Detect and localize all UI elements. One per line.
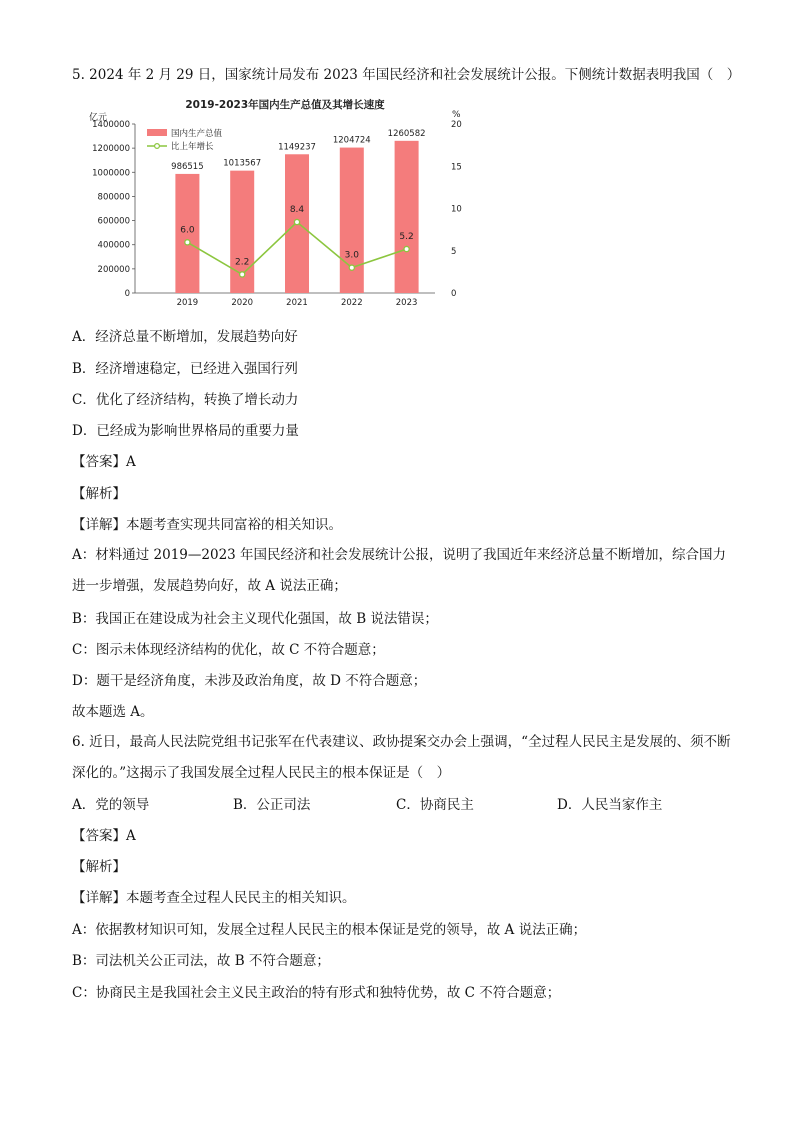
left-tick-label: 200000 [97, 264, 130, 275]
q6-answer: 【答案】A [72, 828, 136, 844]
q5-answer: 【答案】A [72, 454, 136, 470]
chart-title: 2019-2023年国内生产总值及其增长速度 [185, 99, 385, 111]
q6-option-d: D．人民当家作主 [557, 797, 663, 813]
q5-option-c: C．优化了经济结构，转换了增长动力 [72, 392, 299, 408]
gdp-bar-label: 1260582 [387, 128, 426, 139]
gdp-bar-label: 1204724 [332, 135, 371, 146]
q6-option-c: C．协商民主 [396, 797, 474, 813]
growth-point [185, 240, 190, 245]
q6-stem: 6. 近日，最高人民法院党组书记张军在代表建议、政协提案交办会上强调，“全过程人民民主是发展的、须不断深化的。”这揭示了我国发展全过程人民民主的根本保证是（ ） [72, 734, 731, 781]
q6-explain-b: B：司法机关公正司法，故 B 不符合题意； [72, 953, 330, 969]
q5-conclusion: 故本题选 A。 [72, 704, 154, 720]
gdp-chart-svg [85, 94, 470, 314]
growth-label: 5.2 [399, 232, 414, 243]
right-tick-label: 10 [451, 204, 462, 215]
left-tick-label: 1000000 [92, 168, 130, 179]
q6-option-a: A．党的领导 [72, 797, 150, 813]
left-tick-label: 1400000 [92, 120, 130, 130]
q5-analysis-heading: 【解析】 [72, 486, 126, 502]
x-tick-label: 2021 [286, 298, 308, 308]
q5-option-d: D．已经成为影响世界格局的重要力量 [72, 423, 299, 439]
legend-line-label: 比上年增长 [171, 142, 214, 152]
x-tick-label: 2019 [176, 298, 199, 308]
growth-label: 3.0 [344, 250, 359, 261]
q5-stem: 5. 2024 年 2 月 29 日，国家统计局发布 2023 年国民经济和社会发展统计公报。下侧统计数据表明我国（ ） [72, 67, 741, 83]
growth-point [240, 272, 245, 277]
left-axis-unit: 亿元 [89, 113, 108, 123]
growth-point [349, 265, 354, 270]
growth-point [294, 219, 299, 224]
right-tick-label: 0 [451, 289, 457, 299]
legend-bar-swatch [147, 129, 167, 136]
q6-explain-a: A：依据教材知识可知，发展全过程人民民主的根本保证是党的领导，故 A 说法正确； [72, 922, 587, 938]
growth-label: 2.2 [235, 257, 250, 268]
growth-label: 6.0 [180, 225, 195, 236]
q5-explain-a: A：材料通过 2019—2023 年国民经济和社会发展统计公报，说明了我国近年来经济总量不断增加，综合国力进一步增强，发展趋势向好，故 A 说法正确； [72, 547, 727, 594]
gdp-chart [85, 94, 470, 314]
gdp-bar [340, 148, 364, 293]
growth-label: 8.4 [289, 205, 305, 216]
legend-line-marker [155, 144, 160, 149]
right-tick-label: 5 [451, 246, 457, 257]
gdp-bar-label: 1013567 [223, 158, 262, 169]
right-tick-label: 20 [451, 120, 462, 130]
legend-bar-label: 国内生产总值 [171, 129, 223, 139]
q5-explain-d: D：题干是经济角度，未涉及政治角度，故 D 不符合题意； [72, 673, 427, 689]
left-tick-label: 600000 [97, 216, 130, 227]
gdp-bar-label: 1149237 [278, 142, 316, 153]
right-tick-label: 15 [451, 162, 462, 173]
q5-detail: 【详解】本题考查实现共同富裕的相关知识。 [72, 517, 342, 533]
left-tick-label: 800000 [97, 192, 130, 203]
q6-analysis-heading: 【解析】 [72, 859, 126, 875]
q5-option-b: B．经济增速稳定，已经进入强国行列 [72, 361, 298, 377]
gdp-bar-label: 986515 [171, 161, 204, 172]
q6-option-b: B．公正司法 [233, 797, 311, 813]
left-tick-label: 400000 [97, 240, 130, 251]
q6-explain-c: C：协商民主是我国社会主义民主政治的特有形式和独特优势，故 C 不符合题意； [72, 985, 561, 1001]
left-tick-label: 1200000 [92, 144, 130, 155]
q5-explain-c: C：图示未体现经济结构的优化，故 C 不符合题意； [72, 642, 385, 658]
q5-option-a: A．经济总量不断增加，发展趋势向好 [72, 329, 298, 345]
x-tick-label: 2022 [340, 298, 363, 308]
growth-point [404, 246, 409, 251]
x-tick-label: 2023 [395, 298, 418, 308]
left-tick-label: 0 [124, 289, 130, 299]
gdp-bar [395, 141, 419, 293]
x-tick-label: 2020 [231, 298, 254, 308]
right-axis-unit: % [452, 110, 461, 120]
q5-explain-b: B：我国正在建设成为社会主义现代化强国，故 B 说法错误； [72, 611, 438, 627]
q6-detail: 【详解】本题考查全过程人民民主的相关知识。 [72, 890, 356, 906]
